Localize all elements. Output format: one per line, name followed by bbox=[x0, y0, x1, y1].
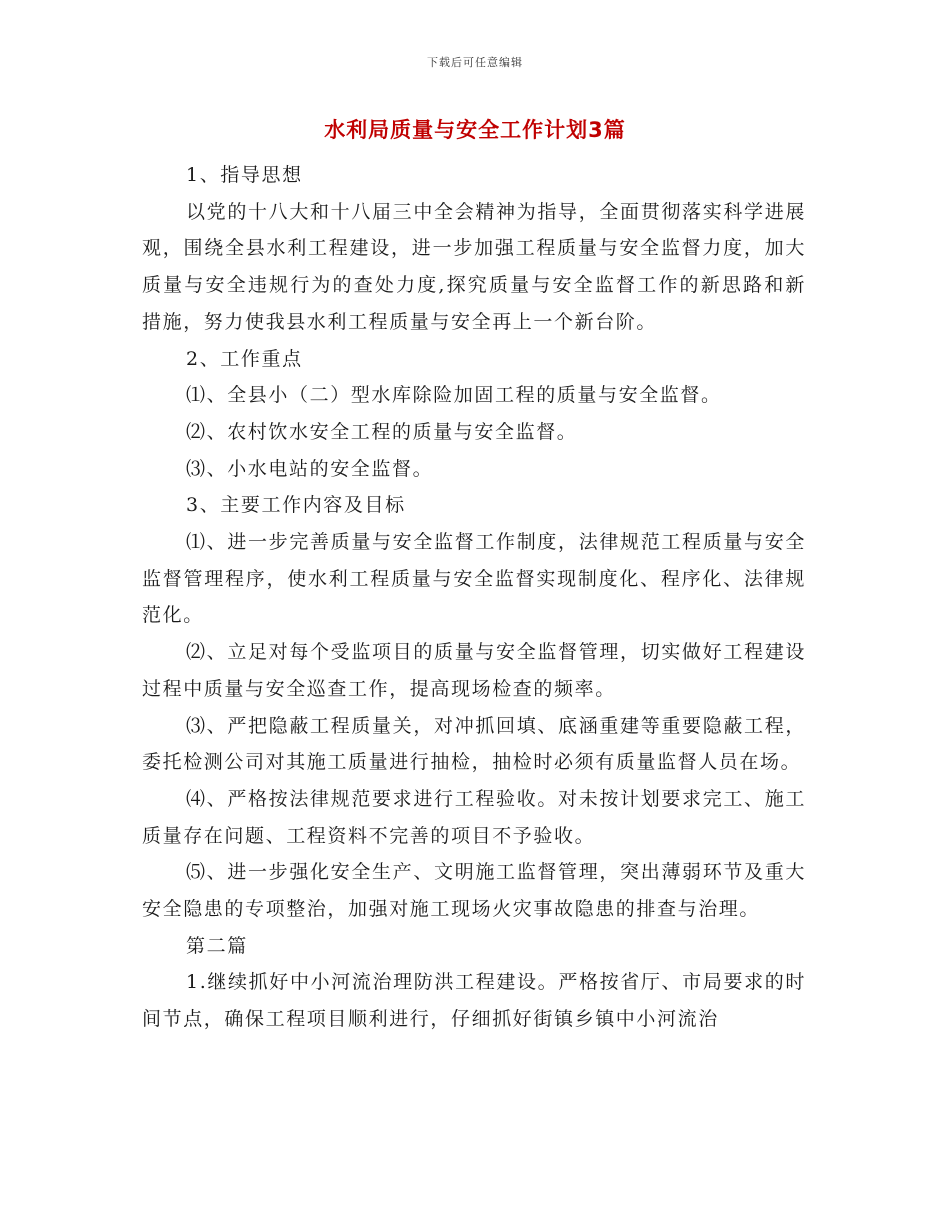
section-heading-main-content: 3、主要工作内容及目标 bbox=[186, 494, 406, 517]
list-item-content-1: ⑴、进一步完善质量与安全监督工作制度，法律规范工程质量与安全监督管理程序，使水利工程质量与安全监督实现制度化、程序化、法律规范化。 bbox=[142, 531, 806, 627]
list-item-content-2: ⑵、立足对每个受监项目的质量与安全监督管理，切实做好工程建设过程中质量与安全巡查工作，提高现场检查的频率。 bbox=[142, 641, 806, 700]
list-item-content-4: ⑷、严格按法律规范要求进行工程验收。对未按计划要求完工、施工质量存在问题、工程资料不完善的项目不予验收。 bbox=[142, 787, 806, 847]
document-body bbox=[142, 157, 806, 1038]
list-item-focus-3: ⑶、小水电站的安全监督。 bbox=[186, 457, 434, 480]
paragraph-guiding-thought: 以党的十八大和十八届三中全会精神为指导，全面贯彻落实科学进展观，围绕全县水利工程建设，进一步加强工程质量与安全监督力度，加大质量与安全违规行为的查处力度,探究质量与安全监督工作的新思路和新措施，努力使我县水利工程质量与安全再上一个新台阶。 bbox=[142, 200, 806, 333]
list-item-focus-2: ⑵、农村饮水安全工程的质量与安全监督。 bbox=[186, 420, 578, 443]
list-item-focus-1: ⑴、全县小（二）型水库除险加固工程的质量与安全监督。 bbox=[186, 384, 722, 407]
document-title: 水利局质量与安全工作计划3篇 bbox=[324, 118, 626, 142]
section-heading-work-focus: 2、工作重点 bbox=[186, 347, 303, 370]
list-item-content-3: ⑶、严把隐蔽工程质量关，对冲抓回填、底涵重建等重要隐蔽工程，委托检测公司对其施工质量进行抽检，抽检时必须有质量监督人员在场。 bbox=[142, 714, 806, 774]
paragraph-part-two-1: 1.继续抓好中小河流治理防洪工程建设。严格按省厅、市局要求的时间节点，确保工程项目顺利进行，仔细抓好街镇乡镇中小河流治 bbox=[142, 971, 806, 1031]
page-header-note: 下载后可任意编辑 bbox=[427, 56, 523, 69]
section-heading-guiding-thought: 1、指导思想 bbox=[186, 164, 303, 186]
list-item-content-5: ⑸、进一步强化安全生产、文明施工监督管理，突出薄弱环节及重大安全隐患的专项整治，加强对施工现场火灾事故隐患的排查与治理。 bbox=[142, 861, 806, 921]
section-heading-part-two: 第二篇 bbox=[186, 934, 248, 957]
